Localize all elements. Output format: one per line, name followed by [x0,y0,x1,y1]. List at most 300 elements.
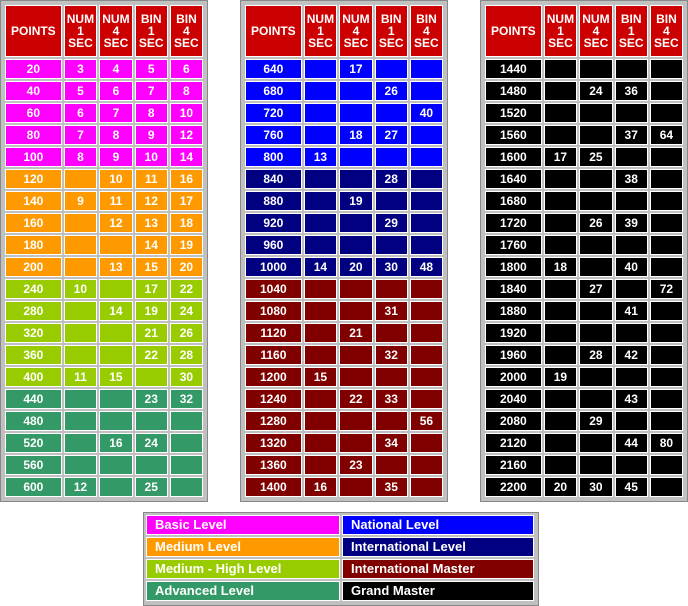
points-cell: 1080 [245,301,302,321]
score-cell: 17 [170,191,203,211]
table-row [245,301,443,321]
score-cell [579,301,612,321]
score-cell: 28 [375,169,408,189]
points-cell: 2000 [485,367,542,387]
score-cell: 27 [579,279,612,299]
score-cell [339,81,372,101]
score-cell: 19 [544,367,577,387]
legend-item-advanced: Advanced Level [146,581,340,601]
points-cell: 2160 [485,455,542,475]
score-cell [304,81,337,101]
table-row [245,345,443,365]
points-cell: 1760 [485,235,542,255]
points-table-panel-3 [480,0,688,502]
score-cell: 7 [64,125,97,145]
points-cell: 1960 [485,345,542,365]
table-row [485,389,683,409]
score-cell [339,147,372,167]
score-cell [650,213,683,233]
table-row [5,323,203,343]
points-cell: 400 [5,367,62,387]
table-row [245,389,443,409]
score-cell [410,433,443,453]
points-cell: 2200 [485,477,542,497]
points-table [243,3,445,499]
score-cell [410,147,443,167]
score-cell: 11 [64,367,97,387]
legend-item-medium: Medium Level [146,537,340,557]
points-cell: 760 [245,125,302,145]
points-table-panel-2 [240,0,448,502]
score-cell [99,323,132,343]
points-table-panel-1 [0,0,208,502]
score-cell [544,279,577,299]
table-row [245,257,443,277]
column-header-text: SEC [103,36,129,50]
score-cell [304,59,337,79]
score-cell [544,411,577,431]
column-header-text: 4 [112,24,120,38]
table-row [485,147,683,167]
column-header-text: 4 [352,24,360,38]
points-cell: 320 [5,323,62,343]
points-cell: 160 [5,213,62,233]
table-row [245,169,443,189]
score-cell [615,411,648,431]
score-cell [304,323,337,343]
score-cell [650,411,683,431]
points-cell: 1320 [245,433,302,453]
score-cell [615,279,648,299]
score-cell: 17 [339,59,372,79]
score-cell [339,411,372,431]
table-row [485,301,683,321]
column-header-text: SEC [138,36,164,50]
score-cell: 8 [64,147,97,167]
column-header-text: SEC [548,36,573,50]
table-row [245,191,443,211]
score-cell [375,191,408,211]
column-header [410,5,443,57]
points-cell: 100 [5,147,62,167]
table-row [5,147,203,167]
score-cell [410,125,443,145]
points-cell: 1840 [485,279,542,299]
score-cell [615,103,648,123]
table-row [245,59,443,79]
score-cell: 9 [64,191,97,211]
column-header [579,5,612,57]
score-cell: 23 [339,455,372,475]
table-row [485,477,683,497]
points-cell: 2120 [485,433,542,453]
score-cell: 9 [135,125,168,145]
score-cell: 16 [304,477,337,497]
score-cell [650,323,683,343]
score-cell: 18 [170,213,203,233]
score-cell [339,433,372,453]
table-row [5,411,203,431]
score-cell: 80 [650,433,683,453]
score-cell [304,191,337,211]
score-cell [170,455,203,475]
legend-item-international: International Level [342,537,534,557]
points-cell: 1400 [245,477,302,497]
score-cell [375,367,408,387]
column-header-text: NUM [306,12,335,26]
score-cell: 43 [615,389,648,409]
table-row [5,257,203,277]
score-cell [339,235,372,255]
score-cell [544,389,577,409]
score-cell [304,301,337,321]
points-table [3,3,205,499]
score-cell [544,191,577,211]
score-cell: 39 [615,213,648,233]
score-cell [410,213,443,233]
table-row [245,81,443,101]
table-body [485,59,683,497]
score-cell: 28 [579,345,612,365]
score-cell: 64 [650,125,683,145]
score-cell: 19 [135,301,168,321]
score-cell [410,169,443,189]
points-cell: 1680 [485,191,542,211]
points-cell: 1440 [485,59,542,79]
score-cell: 18 [544,257,577,277]
table-row [485,345,683,365]
column-header-text: 1 [317,24,324,38]
score-cell: 15 [135,257,168,277]
points-cell: 1560 [485,125,542,145]
score-cell [339,169,372,189]
score-cell [410,191,443,211]
column-header-text: NUM [66,12,95,26]
score-cell: 13 [304,147,337,167]
column-header-text: NUM [342,12,370,26]
score-cell [304,279,337,299]
table-row [5,279,203,299]
score-cell: 38 [615,169,648,189]
score-cell: 15 [99,367,132,387]
score-cell [375,279,408,299]
score-cell [64,257,97,277]
score-cell [615,455,648,475]
score-cell [650,301,683,321]
score-cell: 5 [64,81,97,101]
score-cell [339,345,372,365]
score-cell [64,213,97,233]
score-cell [99,411,132,431]
score-cell [410,279,443,299]
score-cell [544,235,577,255]
score-cell: 22 [135,345,168,365]
column-header-text: 4 [423,24,430,38]
score-cell [410,367,443,387]
score-cell [579,433,612,453]
points-cell: 2040 [485,389,542,409]
score-cell [544,455,577,475]
points-cell: 1200 [245,367,302,387]
score-cell [650,345,683,365]
points-cell: 520 [5,433,62,453]
score-cell: 5 [135,59,168,79]
points-cell: 1360 [245,455,302,475]
score-cell: 21 [339,323,372,343]
points-cell: 880 [245,191,302,211]
score-cell: 27 [375,125,408,145]
column-header [339,5,372,57]
score-cell [99,477,132,497]
points-cell: 1000 [245,257,302,277]
score-cell [339,477,372,497]
column-header-text: 1 [77,24,84,38]
score-cell: 15 [304,367,337,387]
points-cell: 360 [5,345,62,365]
score-cell [579,191,612,211]
column-header [375,5,408,57]
score-cell: 19 [170,235,203,255]
score-cell [304,103,337,123]
score-cell: 8 [99,125,132,145]
table-row [5,433,203,453]
score-cell [339,367,372,387]
score-cell: 16 [99,433,132,453]
score-cell [304,345,337,365]
score-cell: 72 [650,279,683,299]
score-cell: 10 [64,279,97,299]
score-cell [339,301,372,321]
score-cell [650,191,683,211]
points-cell: 280 [5,301,62,321]
score-cell: 29 [579,411,612,431]
table-row [485,235,683,255]
score-cell: 26 [170,323,203,343]
score-cell: 19 [339,191,372,211]
points-cell: 40 [5,81,62,101]
column-header-text: POINTS [11,24,56,38]
score-cell [64,301,97,321]
score-cell [579,103,612,123]
score-cell: 24 [170,301,203,321]
column-header-text: NUM [582,12,610,26]
score-cell: 14 [135,235,168,255]
score-cell [615,235,648,255]
score-cell: 12 [135,191,168,211]
column-header [135,5,168,57]
score-cell [544,301,577,321]
score-cell: 37 [615,125,648,145]
points-cell: 1520 [485,103,542,123]
score-cell: 32 [170,389,203,409]
table-row [5,81,203,101]
points-cell: 120 [5,169,62,189]
table-row [485,367,683,387]
table-row [245,323,443,343]
score-cell [410,455,443,475]
score-cell: 25 [135,477,168,497]
score-cell [410,59,443,79]
score-cell [615,59,648,79]
score-cell: 30 [375,257,408,277]
score-cell: 10 [99,169,132,189]
score-cell: 26 [579,213,612,233]
score-cell [650,455,683,475]
legend-item-basic: Basic Level [146,515,340,535]
points-cell: 680 [245,81,302,101]
table-row [485,103,683,123]
column-header [304,5,337,57]
points-cell: 1280 [245,411,302,431]
score-cell [544,345,577,365]
score-cell: 16 [170,169,203,189]
table-row [245,411,443,431]
legend-item-international-master: International Master [342,559,534,579]
score-cell: 21 [135,323,168,343]
points-cell: 440 [5,389,62,409]
score-cell [375,411,408,431]
legend [143,512,539,606]
score-cell [410,477,443,497]
table-body [245,59,443,497]
table-row [485,59,683,79]
column-header-text: POINTS [251,24,296,38]
score-cell [375,235,408,255]
table-row [5,59,203,79]
points-cell: 1880 [485,301,542,321]
score-cell [579,59,612,79]
column-header-text: SEC [583,36,609,50]
score-cell [544,125,577,145]
score-cell [99,279,132,299]
table-row [485,81,683,101]
score-cell [99,345,132,365]
points-cell: 2080 [485,411,542,431]
score-cell: 10 [135,147,168,167]
score-cell [375,103,408,123]
points-cell: 200 [5,257,62,277]
score-cell [170,477,203,497]
score-cell: 22 [170,279,203,299]
table-row [485,411,683,431]
score-cell: 14 [99,301,132,321]
column-header-text: SEC [343,36,369,50]
score-cell [650,477,683,497]
score-cell: 11 [99,191,132,211]
score-cell: 25 [579,147,612,167]
score-cell: 24 [579,81,612,101]
score-cell [410,81,443,101]
column-header-text: BIN [380,12,402,26]
points-cell: 840 [245,169,302,189]
table-header-row [485,5,683,57]
score-cell: 14 [170,147,203,167]
score-cell: 33 [375,389,408,409]
score-cell [579,367,612,387]
score-cell: 44 [615,433,648,453]
column-header-text: POINTS [491,24,536,38]
column-header [650,5,683,57]
table-row [5,191,203,211]
column-header-text: 4 [183,24,190,38]
score-cell [99,389,132,409]
points-cell: 920 [245,213,302,233]
score-cell [579,125,612,145]
column-header-text: 1 [557,24,564,38]
points-cell: 800 [245,147,302,167]
score-cell [64,345,97,365]
points-cell: 960 [245,235,302,255]
score-cell [579,455,612,475]
table-row [245,477,443,497]
score-cell: 34 [375,433,408,453]
table-row [245,455,443,475]
score-cell: 32 [375,345,408,365]
score-cell [650,81,683,101]
score-cell: 20 [339,257,372,277]
score-cell [64,169,97,189]
score-cell: 4 [99,59,132,79]
table-row [5,345,203,365]
score-cell [650,389,683,409]
table-row [485,433,683,453]
score-cell [64,235,97,255]
points-cell: 1480 [485,81,542,101]
score-cell [304,433,337,453]
column-header [5,5,62,57]
column-header-text: NUM [102,12,130,26]
score-cell [64,389,97,409]
table-row [5,389,203,409]
score-cell: 36 [615,81,648,101]
score-cell: 7 [135,81,168,101]
score-cell: 8 [170,81,203,101]
score-cell [410,323,443,343]
score-cell [579,257,612,277]
score-cell: 11 [135,169,168,189]
score-cell: 30 [170,367,203,387]
table-row [245,235,443,255]
points-cell: 1920 [485,323,542,343]
table-row [245,213,443,233]
table-row [5,367,203,387]
score-cell [304,169,337,189]
score-cell [339,279,372,299]
score-cell: 8 [135,103,168,123]
score-cell [650,103,683,123]
score-cell [339,213,372,233]
column-header-text: BIN [416,12,437,26]
table-header-row [245,5,443,57]
points-cell: 240 [5,279,62,299]
score-cell [99,455,132,475]
table-row [485,257,683,277]
score-cell: 26 [375,81,408,101]
column-header [485,5,542,57]
points-cell: 180 [5,235,62,255]
score-cell [99,235,132,255]
score-cell: 9 [99,147,132,167]
score-cell: 12 [170,125,203,145]
score-cell: 14 [304,257,337,277]
score-cell [544,59,577,79]
score-cell [410,235,443,255]
table-row [485,455,683,475]
table-row [5,103,203,123]
score-cell [410,345,443,365]
legend-item-medium-high: Medium - High Level [146,559,340,579]
points-cell: 1600 [485,147,542,167]
